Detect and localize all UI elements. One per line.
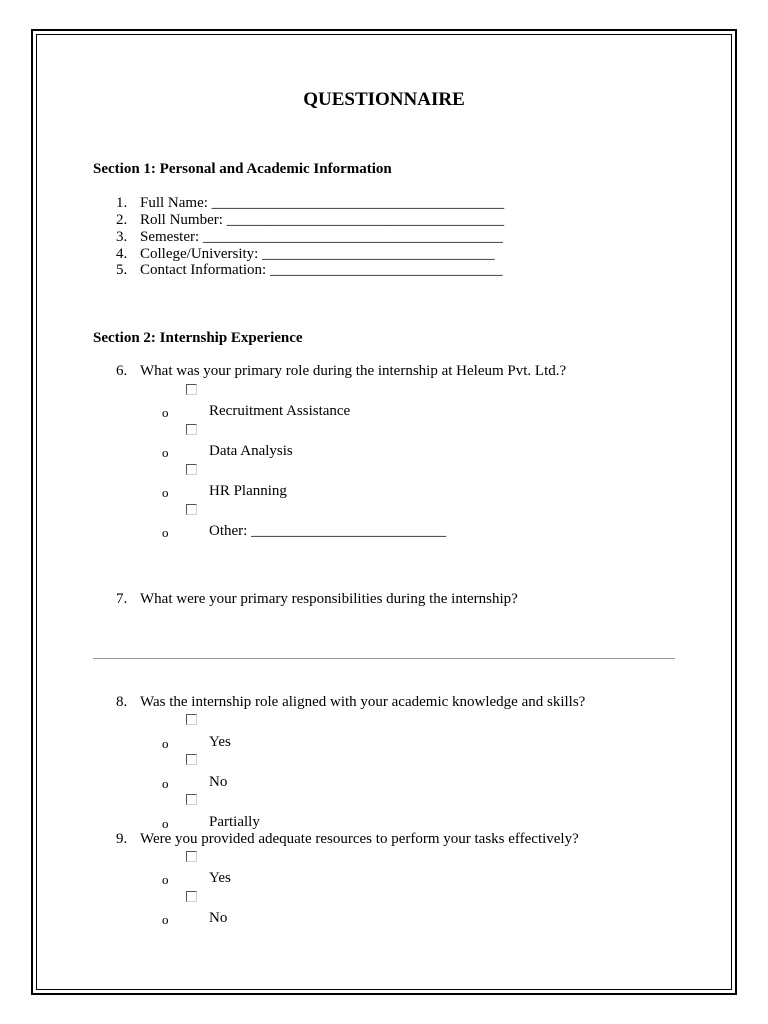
page-title: QUESTIONNAIRE	[303, 89, 465, 110]
item-number: 1.	[116, 195, 128, 211]
question-number: 9.	[116, 831, 128, 847]
section-1-heading: Section 1: Personal and Academic Information	[93, 161, 392, 177]
field-college[interactable]	[116, 246, 495, 263]
question-8	[116, 694, 585, 711]
bullet-marker: o	[162, 912, 169, 927]
checkbox-yes[interactable]	[186, 714, 197, 725]
bullet-marker: o	[162, 816, 169, 831]
question-text: What was your primary role during the internship at Heleum Pvt. Ltd.?	[140, 363, 567, 379]
question-text: What were your primary responsibilities during the internship?	[140, 591, 518, 607]
option-recruitment[interactable]: Recruitment Assistance	[209, 403, 351, 419]
option-hr-planning[interactable]: HR Planning	[209, 483, 287, 499]
checkbox-data-analysis[interactable]	[186, 424, 197, 435]
question-number: 8.	[116, 694, 128, 710]
bullet-marker: o	[162, 445, 169, 460]
option-yes[interactable]: Yes	[209, 734, 231, 750]
item-number: 4.	[116, 246, 128, 262]
bullet-marker: o	[162, 525, 169, 540]
field-contact[interactable]	[116, 262, 502, 279]
field-semester[interactable]	[116, 229, 503, 246]
option-no[interactable]: No	[209, 910, 228, 926]
bullet-marker: o	[162, 776, 169, 791]
checkbox-no[interactable]	[186, 891, 197, 902]
checkbox-no[interactable]	[186, 754, 197, 765]
question-text: Was the internship role aligned with your academic knowledge and skills?	[140, 694, 586, 710]
checkbox-recruitment[interactable]	[186, 384, 197, 395]
field-label: Roll Number: _____________________________________	[140, 212, 505, 228]
option-data-analysis[interactable]: Data Analysis	[209, 443, 293, 459]
question-text: Were you provided adequate resources to perform your tasks effectively?	[140, 831, 579, 847]
option-partially[interactable]: Partially	[209, 814, 260, 830]
checkbox-hr-planning[interactable]	[186, 464, 197, 475]
section-2-heading: Section 2: Internship Experience	[93, 330, 303, 346]
item-number: 5.	[116, 262, 128, 278]
answer-line[interactable]	[93, 658, 675, 659]
field-full-name[interactable]	[116, 195, 504, 212]
bullet-marker: o	[162, 872, 169, 887]
field-label: Contact Information: _______________________________	[140, 262, 503, 278]
field-roll-number[interactable]	[116, 212, 504, 229]
item-number: 3.	[116, 229, 128, 245]
question-7	[116, 591, 518, 608]
field-label: College/University: _______________________________	[140, 246, 495, 262]
option-no[interactable]: No	[209, 774, 228, 790]
option-yes[interactable]: Yes	[209, 870, 231, 886]
option-other[interactable]: Other: __________________________	[209, 523, 447, 539]
item-number: 2.	[116, 212, 128, 228]
question-number: 6.	[116, 363, 128, 379]
question-number: 7.	[116, 591, 128, 607]
bullet-marker: o	[162, 736, 169, 751]
bullet-marker: o	[162, 485, 169, 500]
question-9	[116, 831, 579, 848]
bullet-marker: o	[162, 405, 169, 420]
field-label: Full Name: _______________________________________	[140, 195, 505, 211]
checkbox-other[interactable]	[186, 504, 197, 515]
question-6	[116, 363, 566, 380]
checkbox-partially[interactable]	[186, 794, 197, 805]
checkbox-yes[interactable]	[186, 851, 197, 862]
field-label: Semester: ________________________________________	[140, 229, 503, 245]
